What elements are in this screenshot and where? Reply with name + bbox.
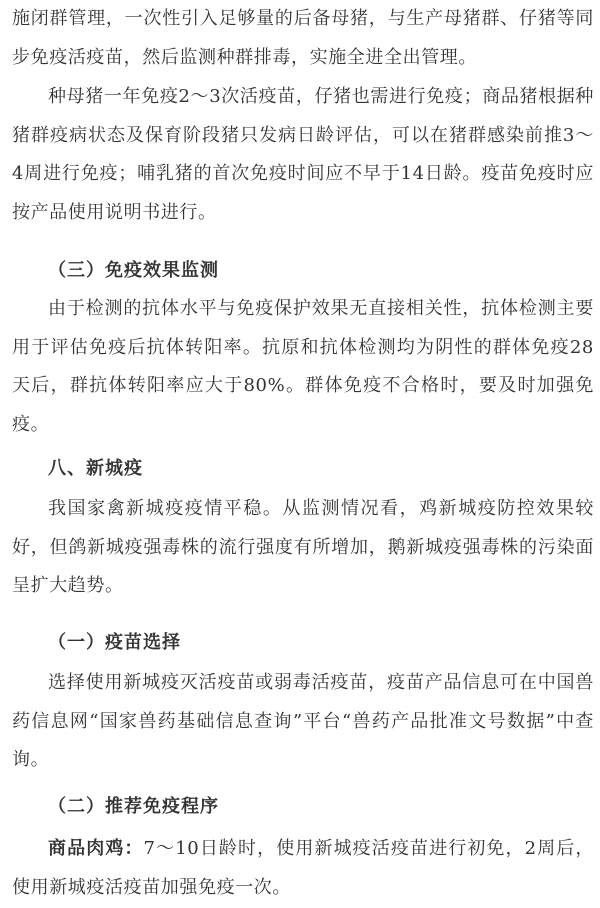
heading-newcastle-disease: 八、新城疫 bbox=[48, 458, 143, 479]
heading-vaccine-selection: （一）疫苗选择 bbox=[48, 632, 181, 653]
broiler-schedule-text: 7～10日龄时，使用新城疫活疫苗进行初免，2周后，使用新城疫活疫苗加强免疫一次。 bbox=[12, 838, 595, 898]
paragraph-closed-herd-management: 施闭群管理，一次性引入足够量的后备母猪，与生产母猪群、仔猪等同步免疫活疫苗，然后监测种群排毒，实施全进全出管理。 bbox=[12, 8, 594, 68]
paragraph-sow-immunization: 种母猪一年免疫2～3次活疫苗，仔猪也需进行免疫；商品猪根据种猪群疫病状态及保育阶段猪只发病日龄评估，可以在猪群感染前推3～4周进行免疫；哺乳猪的首次免疫时间应不早于14日龄。疫苗免疫时应按产品使用说明书进行。 bbox=[12, 86, 594, 223]
paragraph-antibody-testing: 由于检测的抗体水平与免疫保护效果无直接相关性，抗体检测主要用于评估免疫后抗体转阳率。抗原和抗体检测均为阴性的群体免疫28天后，群抗体转阳率应大于80%。群体免疫不合格时，要及时加强免疫。 bbox=[12, 298, 594, 435]
paragraph-newcastle-situation: 我国家禽新城疫疫情平稳。从监测情况看，鸡新城疫防控效果较好，但鸽新城疫强毒株的流行强度有所增加，鹅新城疫强毒株的污染面呈扩大趋势。 bbox=[12, 498, 594, 596]
paragraph-vaccine-selection: 选择使用新城疫灭活疫苗或弱毒活疫苗，疫苗产品信息可在中国兽药信息网“国家兽药基础信息查询”平台“兽药产品批准文号数据”中查询。 bbox=[12, 672, 594, 770]
paragraph-broiler-schedule bbox=[12, 830, 594, 907]
broiler-label: 商品肉鸡： bbox=[48, 838, 144, 859]
heading-recommended-schedule: （二）推荐免疫程序 bbox=[48, 796, 219, 817]
heading-immune-monitoring: （三）免疫效果监测 bbox=[48, 260, 219, 281]
